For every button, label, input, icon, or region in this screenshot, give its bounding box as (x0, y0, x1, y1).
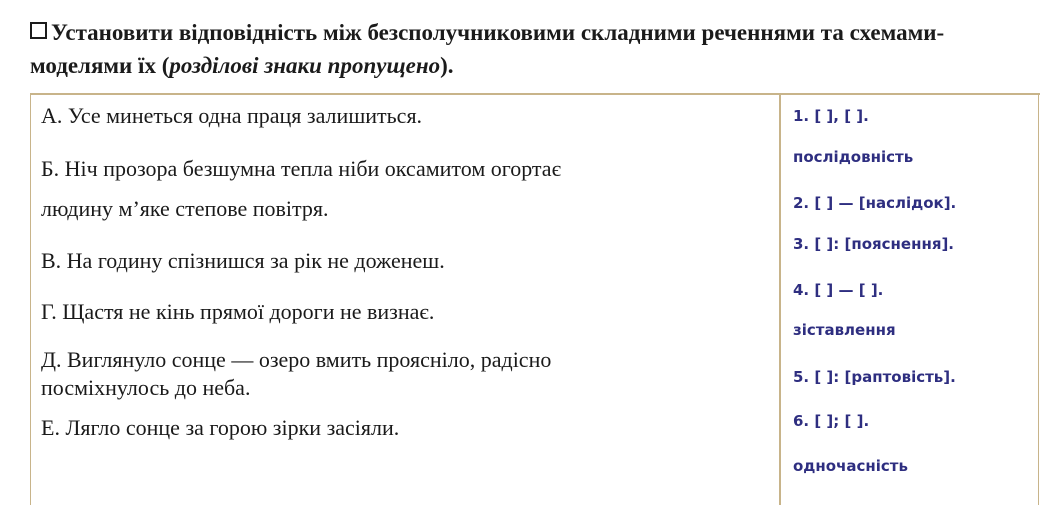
model-3: 3. [ ]: [пояснення]. (793, 235, 955, 253)
task-title-end: ). (440, 53, 454, 78)
sentence-b-line2: людину м’яке степове повітря. (41, 196, 329, 221)
model-4-caption: зіставлення (793, 321, 896, 339)
sentence-d-line2: посміхнулось до неба. (41, 375, 251, 400)
sentence-g: Г. Щастя не кінь прямої дороги не визнає. (41, 299, 435, 324)
model-1: 1. [ ], [ ]. (793, 107, 869, 125)
model-6-caption: одночасність (793, 457, 908, 475)
sentence-v: В. На годину спізнишся за рік не доженеш. (41, 248, 445, 273)
sentence-d-line1: Д. Виглянуло сонце — озеро вмить прояснiло, радісно (41, 347, 552, 372)
task-title-main: Установити відповідність між безсполучниковими складними реченнями та схемами-моделями їх ( (30, 20, 945, 78)
sentence-e: Е. Лягло сонце за горою зірки засіяли. (41, 415, 400, 440)
models-column (781, 95, 1039, 505)
model-4: 4. [ ] — [ ]. (793, 281, 884, 299)
model-1-caption: послідовність (793, 148, 914, 166)
model-6: 6. [ ]; [ ]. (793, 412, 870, 430)
model-2: 2. [ ] — [наслідок]. (793, 194, 957, 212)
task-title-italic: розділові знаки пропущено (169, 53, 441, 78)
sentence-b-line1: Б. Ніч прозора безшумна тепла ніби оксамитом огортає (41, 156, 562, 181)
matching-table (30, 93, 1040, 505)
checkbox-icon (30, 22, 47, 39)
task-heading (30, 16, 1030, 82)
sentence-a: А. Усе минеться одна праця залишиться. (41, 103, 423, 128)
sentences-column (30, 95, 781, 505)
model-5: 5. [ ]: [раптовість]. (793, 368, 956, 386)
